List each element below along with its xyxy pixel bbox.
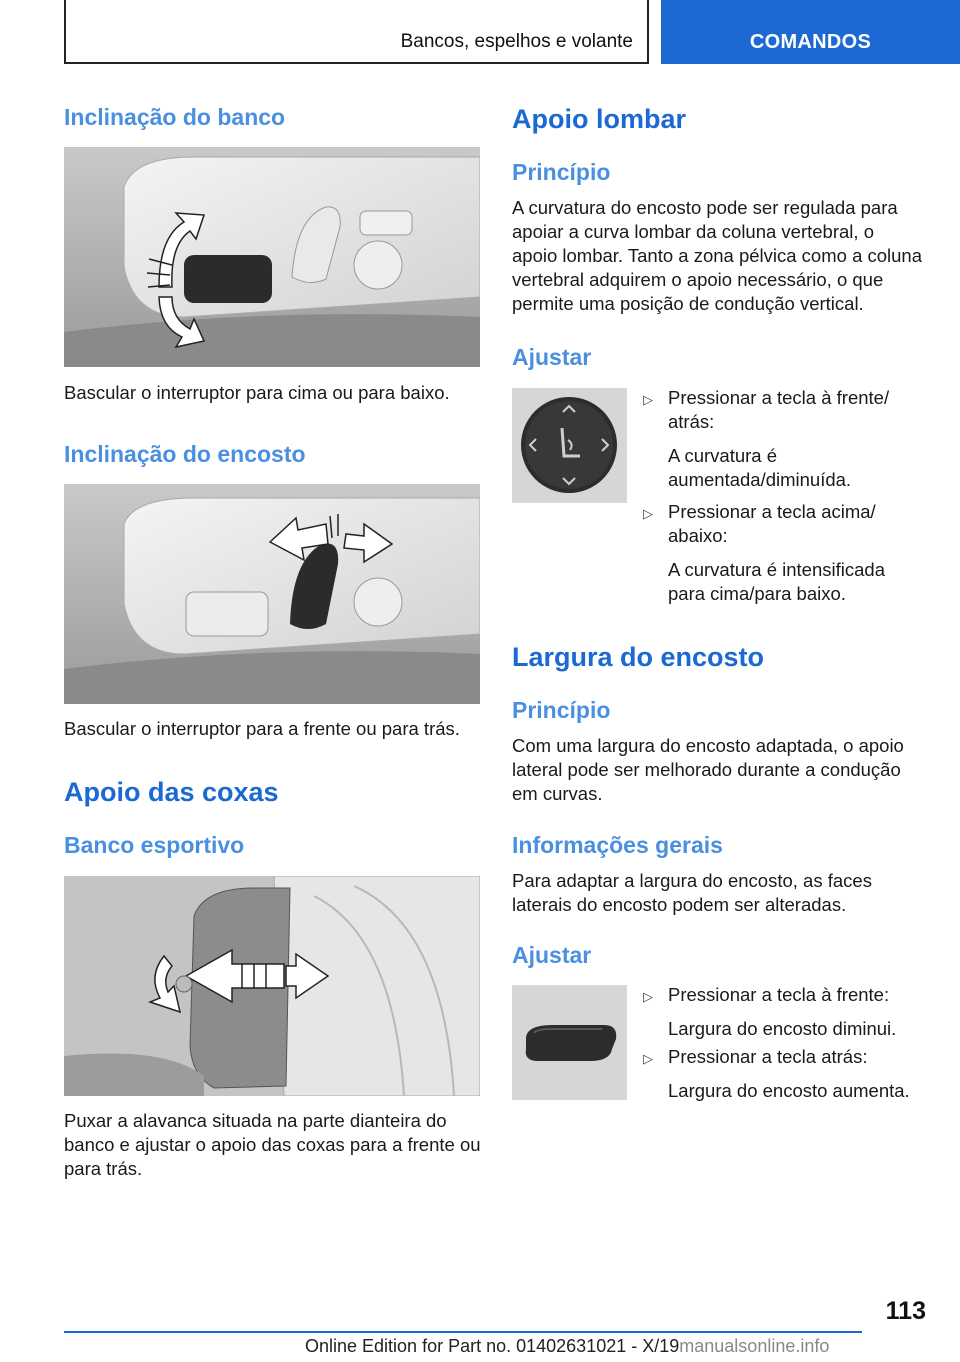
triangle-right-icon: ▷ [643, 1051, 653, 1066]
header-chapter-title: COMANDOS [749, 31, 872, 53]
backrest-tilt-title: Inclinação do encosto [64, 441, 306, 467]
seat-tilt-image [64, 147, 480, 367]
width-bullet-2-label: Pressionar a tecla atrás: [668, 1046, 868, 1067]
width-info-text: Para adaptar a largura do encosto, as faces laterais do encosto podem ser alteradas. [512, 870, 872, 915]
thigh-support-image [64, 876, 480, 1096]
width-bullet-2-result: Largura do encosto aumenta. [668, 1080, 910, 1101]
footer-divider [64, 1331, 862, 1333]
backrest-tilt-caption: Bascular o interruptor para a frente ou para trás. [64, 718, 460, 739]
lumbar-bullet-1-result: A curvatura é aumentada/diminuída. [668, 445, 852, 490]
lumbar-adjust-title: Ajustar [512, 344, 592, 370]
backrest-width-title: Largura do encosto [512, 642, 765, 672]
header-section-box [64, 0, 649, 64]
triangle-right-icon: ▷ [643, 989, 653, 1004]
page-number: 113 [885, 1297, 926, 1325]
lumbar-principle-title: Princípio [512, 159, 611, 185]
seat-tilt-caption: Bascular o interruptor para cima ou para baixo. [64, 382, 450, 403]
footer-edition-text: Online Edition for Part no. 01402631021 - X/19 [305, 1336, 680, 1356]
width-bullet-1-label: Pressionar a tecla à frente: [668, 984, 890, 1005]
sport-seat-title: Banco esportivo [64, 832, 245, 858]
triangle-right-icon: ▷ [643, 392, 653, 407]
header-chapter-tab [661, 0, 960, 64]
width-principle-text: Com uma largura do encosto adaptada, o apoio lateral pode ser melhorado durante a condução em curvas. [512, 735, 904, 804]
lumbar-switch-image [512, 388, 627, 503]
width-info-title: Informações gerais [512, 832, 723, 858]
lumbar-principle-text: A curvatura do encosto pode ser regulada para apoiar a curva lombar da coluna vertebral, o apoio lombar. Tanto a zona pélvica como a coluna vertebral adquirem o apoio necessário, o que permite uma posição de condução vertical. [512, 197, 923, 314]
thigh-support-caption: Puxar a alavanca situada na parte dianteira do banco e ajustar o apoio das coxas para a frente ou para trás. [64, 1110, 481, 1179]
lumbar-bullet-1-label: Pressionar a tecla à frente/ atrás: [668, 387, 890, 432]
thigh-support-title: Apoio das coxas [64, 777, 279, 807]
footer-watermark: manualsonline.info [679, 1336, 830, 1356]
width-switch-image [512, 985, 627, 1100]
lumbar-bullet-2 [643, 500, 933, 606]
width-bullet-1-result: Largura do encosto diminui. [668, 1018, 897, 1039]
seat-tilt-title: Inclinação do banco [64, 104, 286, 130]
backrest-tilt-image [64, 484, 480, 704]
lumbar-support-title: Apoio lombar [512, 104, 686, 134]
footer-edition [305, 1336, 829, 1357]
header-section-title: Bancos, espelhos e volante [400, 31, 633, 52]
width-principle-title: Princípio [512, 697, 611, 723]
width-bullet-2 [643, 1045, 933, 1103]
triangle-right-icon: ▷ [643, 506, 653, 521]
lumbar-bullet-2-label: Pressionar a tecla acima/ abaixo: [668, 501, 876, 546]
lumbar-bullet-1 [643, 386, 933, 492]
width-bullet-1 [643, 983, 933, 1041]
lumbar-bullet-2-result: A curvatura é intensificada para cima/para baixo. [668, 559, 885, 604]
width-adjust-title: Ajustar [512, 942, 592, 968]
